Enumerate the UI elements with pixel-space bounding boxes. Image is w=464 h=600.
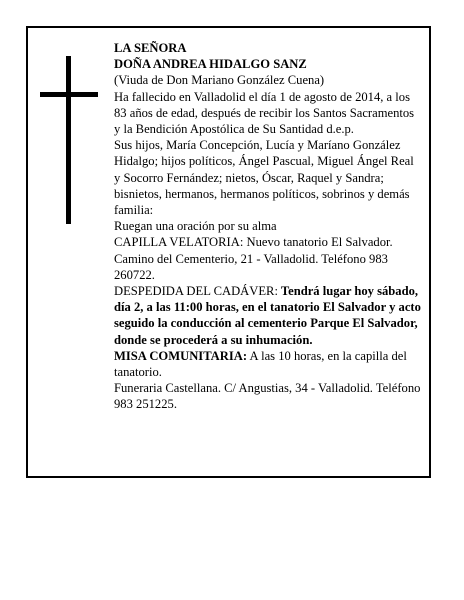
- farewell-info: [114, 283, 422, 348]
- widow-subtitle: (Viuda de Don Mariano González Cuena): [114, 73, 325, 88]
- cross-icon: [40, 56, 98, 224]
- farewell-text: Tendrá lugar hoy sábado, día 2, a las 11:00 horas, en el tanatorio El Salvador y acto seguido la conducción al cementerio Parque El Salvador, donde se procederá a su inhumación.: [114, 284, 421, 347]
- farewell-label: DESPEDIDA DEL CADÁVER:: [114, 284, 278, 299]
- death-info: Ha fallecido en Valladolid el día 1 de agosto de 2014, a los 83 años de edad, después de recibir los Santos Sacramentos y la Bendición Apostólica de Su Santidad d.e.p.: [114, 89, 415, 137]
- cross-horizontal-bar: [40, 92, 98, 97]
- prayer-request: Ruegan una oración por su alma: [114, 219, 277, 234]
- chapel-info: CAPILLA VELATORIA: Nuevo tanatorio El Salvador. Camino del Cementerio, 21 - Valladolid. Teléfono 983 260722.: [114, 235, 393, 282]
- obituary-notice: [26, 26, 431, 478]
- funeral-home-info: Funeraria Castellana. C/ Angustias, 34 - Valladolid. Teléfono 983 251225.: [114, 381, 421, 412]
- deceased-name: DOÑA ANDREA HIDALGO SANZ: [114, 57, 307, 72]
- mass-label: MISA COMUNITARIA:: [114, 348, 248, 363]
- mass-text: A las 10 horas, en la capilla del tanatorio.: [114, 348, 407, 380]
- notice-title: LA SEÑORA: [114, 41, 187, 55]
- notice-body: [114, 40, 422, 413]
- cross-vertical-bar: [66, 56, 71, 224]
- mass-info: [114, 348, 422, 380]
- family-list: Sus hijos, María Concepción, Lucía y Maríano González Hidalgo; hijos políticos, Ángel Pascual, Miguel Ángel Real y Socorro Fernández; nietos, Óscar, Raquel y Sandra; bisnietos, hermanos, hermanos políticos, sobrinos y demás familia:: [114, 138, 414, 218]
